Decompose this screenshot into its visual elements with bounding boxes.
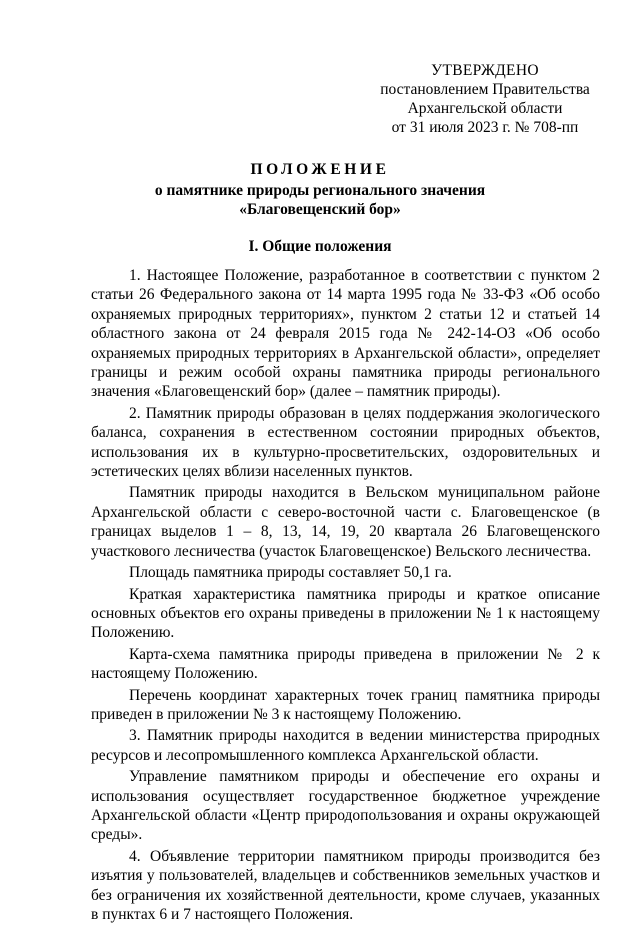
title-main: ПОЛОЖЕНИЕ <box>250 161 390 178</box>
paragraph: 2. Памятник природы образован в целях поддержания экологического баланса, сохранения в естественном состоянии природных объектов, использования их в культурно-просветительских, оздоровительных и эстетических целях вблизи населенных пунктов. <box>91 404 600 481</box>
paragraph: Карта-схема памятника природы приведена в приложении № 2 к настоящему Положению. <box>91 645 600 683</box>
paragraph: Краткая характеристика памятника природы и краткое описание основных объектов его охраны приведены в приложении № 1 к настоящему Положению. <box>91 585 600 642</box>
paragraph: Площадь памятника природы составляет 50,1 га. <box>129 564 452 582</box>
paragraph: 3. Памятник природы находится в ведении министерства природных ресурсов и лесопромышленного комплекса Архангельской области. <box>91 727 600 764</box>
paragraph: Памятник природы находится в Вельском муниципальном районе Архангельской области с северо-восточной части с. Благовещенское (в границах выделов 1 – 8, 13, 14, 19, 20 квартала 26 Благовещенского участкового лесничества (участок Благовещенское) Вельского лесничества. <box>91 484 600 560</box>
approval-line-2: Архангельской области <box>407 100 563 117</box>
approval-line-1: постановлением Правительства <box>380 81 590 98</box>
approval-heading: УТВЕРЖДЕНО <box>431 62 539 79</box>
paragraph: 1. Настоящее Положение, разработанное в соответствии с пунктом 2 статьи 26 Федерального закона от 14 марта 1995 года № 33-ФЗ «Об особо охраняемых природных территориях», пунктом 2 статьи 12 и статьей 14 областного закона от 24 февраля 2015 года № 242-14-ОЗ «Об особо охраняемых природных территориях в Архангельской области», определяет границы и режим особой охраны памятника природы регионального значения «Благовещенский бор» (далее – памятник природы). <box>91 267 600 401</box>
title-line-3: «Благовещенский бор» <box>239 201 401 218</box>
approval-line-3: от 31 июля 2023 г. № 708-пп <box>391 119 579 136</box>
document-body <box>91 266 600 926</box>
document-title <box>40 160 600 220</box>
approval-stamp <box>370 61 600 137</box>
paragraph: 4. Объявление территории памятником природы производится без изъятия у пользователей, владельцев и собственников земельных участков и без ограничения их хозяйственной деятельности, кроме случаев, указанных в пунктах 6 и 7 настоящего Положения. <box>91 847 600 923</box>
paragraph: Управление памятником природы и обеспечение его охраны и использования осуществляет государственное бюджетное учреждение Архангельской области «Центр природопользования и охраны окружающей среды». <box>91 768 600 844</box>
title-line-2: о памятнике природы регионального значения <box>154 181 486 199</box>
section-heading: I. Общие положения <box>248 238 392 255</box>
paragraph: Перечень координат характерных точек границ памятника природы приведен в приложении № 3 к настоящему Положению. <box>91 686 600 723</box>
